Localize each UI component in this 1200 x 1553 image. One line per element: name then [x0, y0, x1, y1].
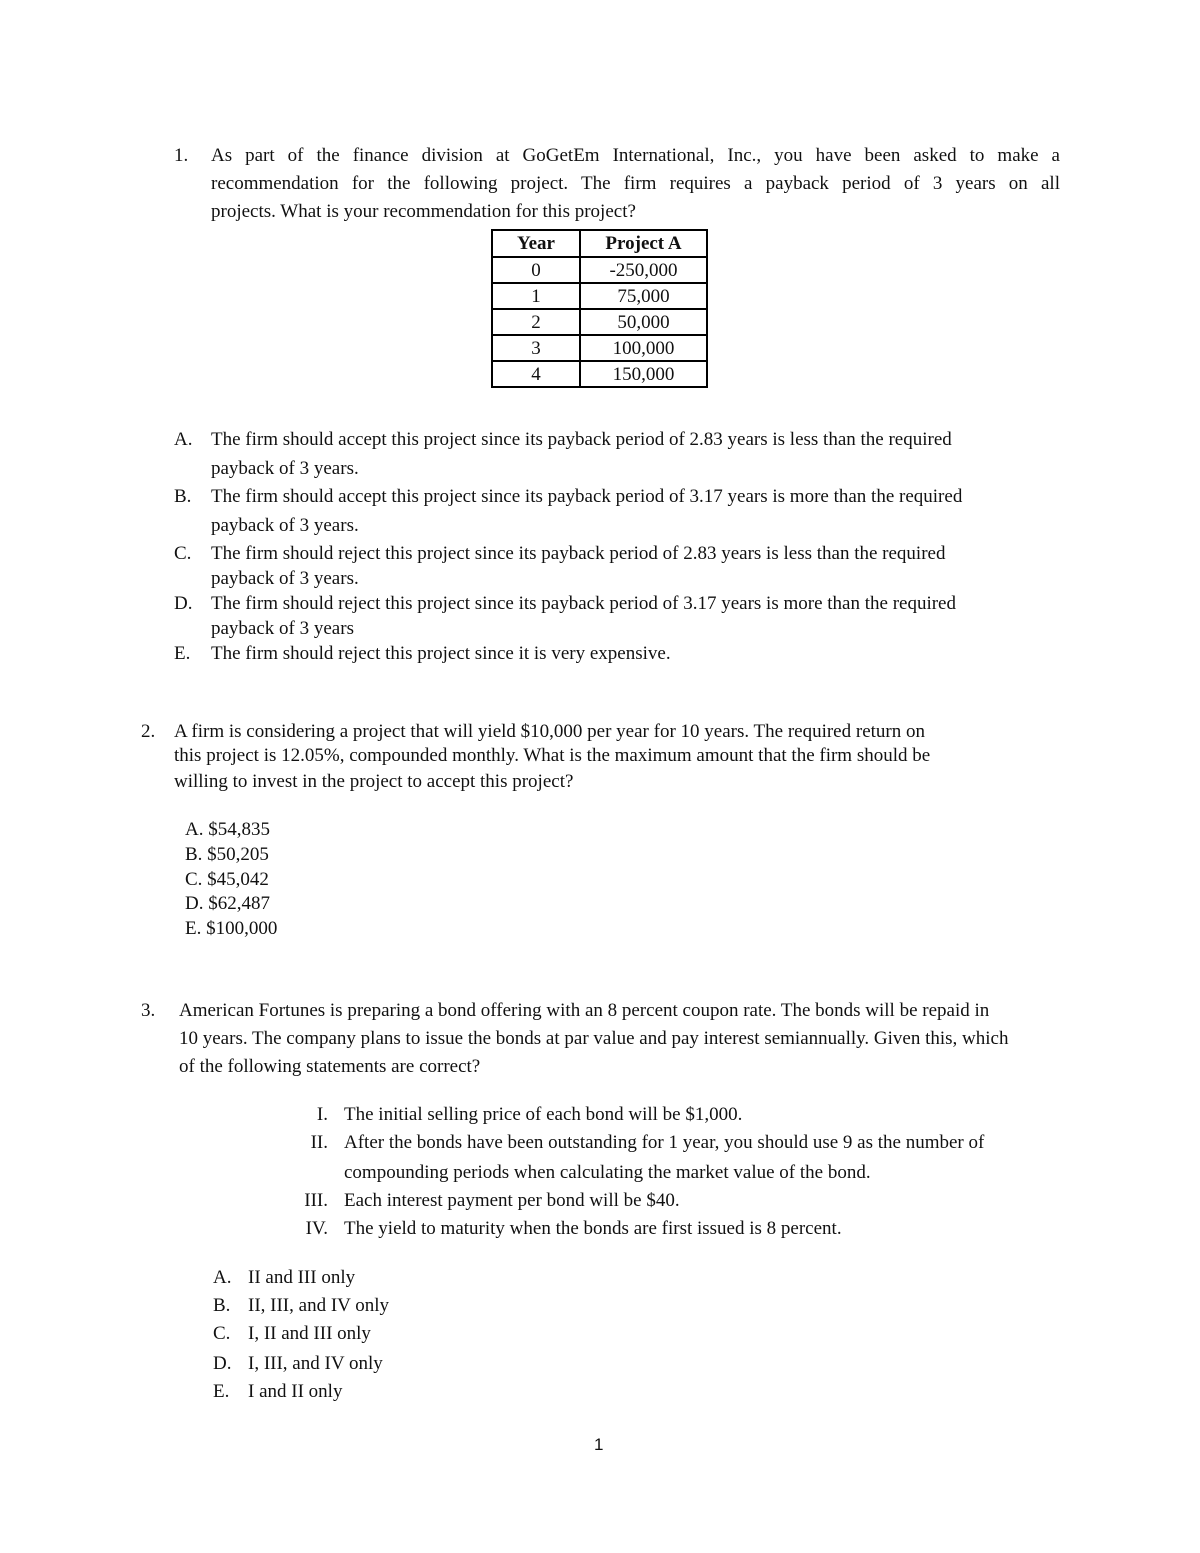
statement-label: II. [310, 1132, 328, 1153]
option-label: B. [174, 486, 192, 507]
cell-cash-flow: 150,000 [580, 361, 707, 387]
option-label: B. [213, 1295, 231, 1316]
q2-option-e: E. $100,000 [185, 918, 278, 939]
table-row [492, 361, 707, 387]
option-label: E. [174, 643, 191, 664]
option-a-line-2: payback of 3 years. [211, 458, 359, 479]
option-b-line-1: The firm should accept this project since its payback period of 3.17 years is more than the required [211, 486, 963, 507]
page-number: 1 [594, 1435, 604, 1454]
option-c-line-1: The firm should reject this project since its payback period of 2.83 years is less than the required [211, 543, 946, 564]
option-label: C. [213, 1323, 231, 1344]
q3-option-c: I, II and III only [248, 1323, 371, 1344]
question-3-line-2: 10 years. The company plans to issue the bonds at par value and pay interest semiannually. Given this, which [179, 1028, 1009, 1049]
table-row [492, 257, 707, 283]
cell-cash-flow: -250,000 [580, 257, 707, 283]
cell-cash-flow: 100,000 [580, 335, 707, 361]
header-project-a: Project A [580, 230, 707, 257]
statement-label: IV. [305, 1218, 328, 1239]
option-label: D. [174, 593, 193, 614]
cell-year: 3 [492, 335, 580, 361]
option-c-line-2: payback of 3 years. [211, 568, 359, 589]
statement-label: III. [304, 1190, 328, 1211]
q2-option-a: A. $54,835 [185, 819, 270, 840]
q2-option-d: D. $62,487 [185, 893, 270, 914]
question-2-line-1: A firm is considering a project that will yield $10,000 per year for 10 years. The required return on [174, 721, 925, 742]
statement-3: Each interest payment per bond will be $40. [344, 1190, 680, 1211]
q3-option-e: I and II only [248, 1381, 343, 1402]
statement-2-line-2: compounding periods when calculating the market value of the bond. [344, 1162, 871, 1183]
table-row [492, 283, 707, 309]
cell-year: 2 [492, 309, 580, 335]
question-3-line-1: American Fortunes is preparing a bond offering with an 8 percent coupon rate. The bonds will be repaid in [179, 1000, 990, 1021]
cell-cash-flow: 75,000 [580, 283, 707, 309]
question-2-line-3: willing to invest in the project to accept this project? [174, 771, 574, 792]
payback-table [491, 229, 708, 388]
statement-label: I. [316, 1104, 328, 1125]
option-label: C. [174, 543, 192, 564]
statement-2-line-1: After the bonds have been outstanding for 1 year, you should use 9 as the number of [344, 1132, 985, 1153]
question-1-line-1: As part of the finance division at GoGetEm International, Inc., you have been asked to make a [211, 145, 1060, 166]
cell-year: 4 [492, 361, 580, 387]
statement-1: The initial selling price of each bond will be $1,000. [344, 1104, 743, 1125]
option-b-line-2: payback of 3 years. [211, 515, 359, 536]
option-label: E. [213, 1381, 230, 1402]
option-label: D. [213, 1353, 232, 1374]
option-e-line-1: The firm should reject this project since it is very expensive. [211, 643, 671, 664]
table-row [492, 309, 707, 335]
question-3-number: 3. [141, 1000, 156, 1021]
option-d-line-1: The firm should reject this project since its payback period of 3.17 years is more than the required [211, 593, 956, 614]
option-d-line-2: payback of 3 years [211, 618, 354, 639]
question-2-number: 2. [141, 721, 156, 742]
question-1-number: 1. [174, 145, 189, 166]
table-row [492, 335, 707, 361]
statement-4: The yield to maturity when the bonds are first issued is 8 percent. [344, 1218, 842, 1239]
question-3-line-3: of the following statements are correct? [179, 1056, 481, 1077]
payback-table-header [492, 230, 707, 257]
q3-option-d: I, III, and IV only [248, 1353, 383, 1374]
header-year: Year [492, 230, 580, 257]
question-1-line-3: projects. What is your recommendation for this project? [211, 201, 636, 222]
option-label: A. [213, 1267, 232, 1288]
q2-option-b: B. $50,205 [185, 844, 269, 865]
q2-option-c: C. $45,042 [185, 869, 269, 890]
question-2-line-2: this project is 12.05%, compounded monthly. What is the maximum amount that the firm should be [174, 745, 931, 766]
option-a-line-1: The firm should accept this project since its payback period of 2.83 years is less than the required [211, 429, 952, 450]
cell-cash-flow: 50,000 [580, 309, 707, 335]
q3-option-a: II and III only [248, 1267, 356, 1288]
q3-option-b: II, III, and IV only [248, 1295, 390, 1316]
option-label: A. [174, 429, 193, 450]
cell-year: 0 [492, 257, 580, 283]
question-1-line-2: recommendation for the following project. The firm requires a payback period of 3 years on all [211, 173, 1060, 194]
cell-year: 1 [492, 283, 580, 309]
